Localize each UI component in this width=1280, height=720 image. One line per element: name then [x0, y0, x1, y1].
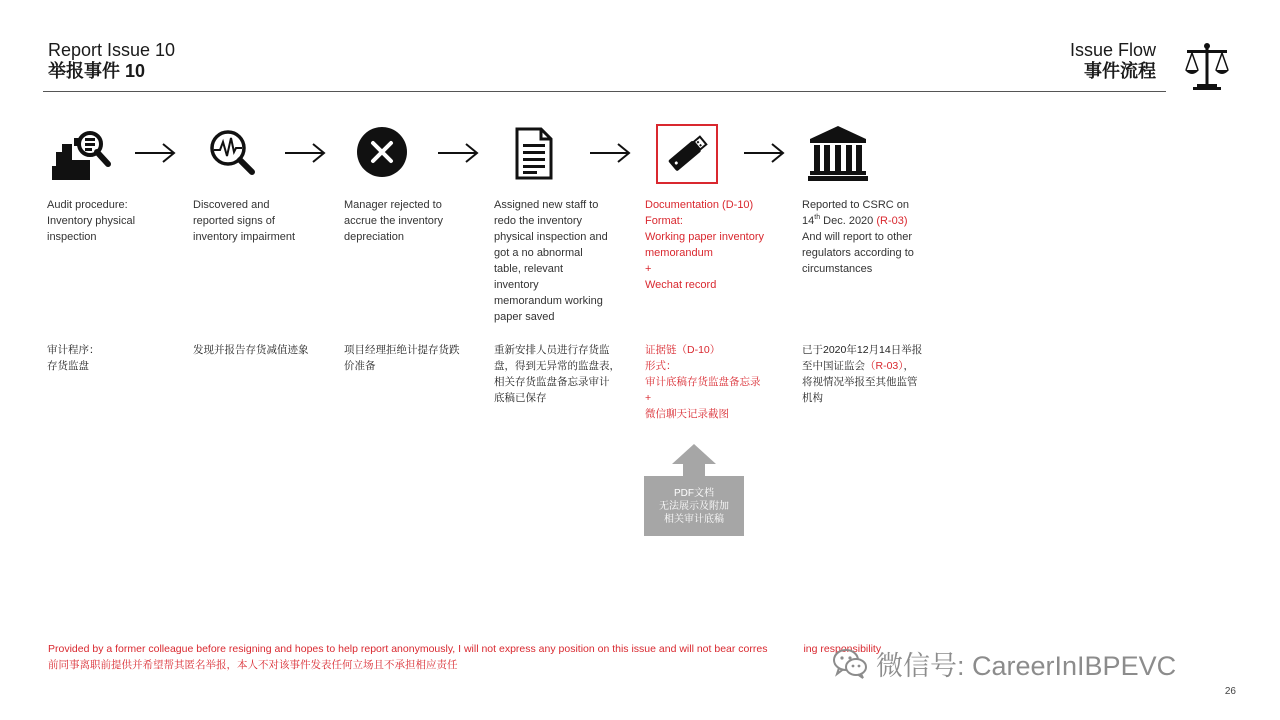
step-5-en-line: memorandum — [645, 247, 713, 259]
flow-arrow-1 — [133, 141, 177, 165]
reference-code: (R-03) — [876, 215, 908, 227]
report-title — [48, 40, 175, 82]
step-5-zh-line: 形式： — [645, 360, 677, 372]
step-4-en-line: inventory — [494, 279, 539, 291]
step-5-en-line: + — [645, 263, 652, 275]
pdf-note-box — [644, 476, 744, 536]
step-5-en-line: Wechat record — [645, 279, 717, 291]
step-6-zh-line — [802, 358, 962, 374]
report-title-zh: 举报事件 10 — [48, 61, 146, 81]
step-4-en-line: table, relevant — [494, 263, 564, 275]
punctuation: ， — [903, 360, 915, 372]
step-6-zh — [802, 342, 962, 406]
reject-x-icon — [350, 124, 414, 184]
step-4-zh-line: 重新安排人员进行存货监 — [494, 344, 610, 356]
step-3-zh — [344, 342, 484, 374]
report-title-en: Report Issue 10 — [48, 40, 176, 60]
step-5-zh-line: 证据链（D-10） — [645, 344, 721, 356]
step-1-zh — [47, 342, 187, 374]
step-5-zh-line: 审计底稿存货监盘备忘录 — [645, 376, 761, 388]
step-5-en-line: Format: — [645, 215, 683, 227]
step-3-zh-line: 项目经理拒绝计提存货跌 — [344, 344, 460, 356]
scale-icon — [1183, 42, 1231, 92]
disclaimer-zh: 前同事离职前提供并希望帮其匿名举报，本人不对该事件发表任何立场且不承担相应责任 — [48, 659, 458, 671]
reference-code: （R-03） — [865, 360, 904, 372]
step-5-en — [645, 197, 785, 293]
magnifier-pulse-icon — [200, 124, 264, 184]
step-5-zh-line: 微信聊天记录截图 — [645, 408, 729, 420]
step-1-en-line: Audit procedure: — [47, 199, 128, 211]
step-6-en-line: regulators according to — [802, 247, 914, 259]
step-4-zh-line: 盘，得到无异常的监盘表， — [494, 360, 620, 372]
step-4-en-line: Assigned new staff to — [494, 199, 599, 211]
usb-drive-frame — [656, 124, 718, 184]
step-4-en-line: memorandum working — [494, 295, 603, 307]
audit-inspection-icon — [50, 124, 114, 184]
step-3-zh-line: 价准备 — [344, 360, 376, 372]
date-suffix: th — [814, 214, 821, 221]
step-6-en-line: And will report to other — [802, 231, 913, 243]
step-5-zh — [645, 342, 795, 422]
disclaimer-en — [48, 641, 881, 657]
step-6-zh-line: 已于2020年12月14日举报 — [802, 344, 923, 356]
step-1-en-line: inspection — [47, 231, 97, 243]
step-4-zh — [494, 342, 644, 406]
step-6-en-line: circumstances — [802, 263, 873, 275]
step-3-en-line: depreciation — [344, 231, 404, 243]
step-6-zh-line: 机构 — [802, 392, 823, 404]
step-3-en — [344, 197, 484, 245]
section-title — [1070, 40, 1156, 82]
usb-drive-icon — [660, 128, 714, 180]
step-1-zh-line: 审计程序： — [47, 344, 100, 356]
step-5-zh-line: + — [645, 392, 652, 404]
step-1-en — [47, 197, 187, 245]
step-2-en-line: inventory impairment — [193, 231, 296, 243]
page-number: 26 — [1224, 686, 1236, 697]
step-4-en — [494, 197, 634, 325]
step-6-en-line — [802, 213, 952, 229]
note-line: PDF文档 — [674, 487, 714, 499]
date-day: 14 — [802, 215, 815, 227]
step-6-en — [802, 197, 952, 277]
disclaimer-en-tail: ing responsibility — [803, 643, 882, 655]
step-2-zh — [193, 342, 343, 358]
step-3-en-line: accrue the inventory — [344, 215, 444, 227]
watermark-text: 微信号: CareerInIBPEVC — [876, 650, 1177, 681]
step-3-en-line: Manager rejected to — [344, 199, 442, 211]
section-title-en: Issue Flow — [1069, 40, 1156, 60]
step-6-zh-line: 将视情况举报至其他监管 — [802, 376, 918, 388]
step-2-en-line: reported signs of — [193, 215, 275, 227]
step-4-zh-line: 底稿已保存 — [494, 392, 547, 404]
step-1-en-line: Inventory physical — [47, 215, 136, 227]
step-2-en-line: Discovered and — [193, 199, 270, 211]
step-5-en-line: Working paper inventory — [645, 231, 765, 243]
flow-arrow-2 — [283, 141, 327, 165]
disclaimer — [48, 641, 881, 673]
step-2-zh-line: 发现并报告存货减值迹象 — [193, 344, 309, 356]
government-building-icon — [806, 124, 870, 184]
step-4-zh-line: 相关存货监盘备忘录审计 — [494, 376, 610, 388]
flow-arrow-3 — [436, 141, 480, 165]
wechat-icon — [832, 647, 868, 679]
regulator-name: 至中国证监会 — [802, 360, 865, 372]
note-line: 相关审计底稿 — [664, 513, 724, 525]
step-4-en-line: paper saved — [494, 311, 555, 323]
up-arrow-icon — [672, 444, 716, 476]
note-line: 无法展示及附加 — [659, 500, 729, 512]
section-title-zh: 事件流程 — [1084, 61, 1156, 81]
disclaimer-en-text: Provided by a former colleague before resigning and hopes to help report anonymously, I will not express any position on this issue and will not bear corres — [48, 643, 768, 655]
step-2-en — [193, 197, 333, 245]
step-5-en-line: Documentation (D-10) — [645, 199, 754, 211]
step-4-en-line: physical inspection and — [494, 231, 608, 243]
step-4-en-line: got a no abnormal — [494, 247, 583, 259]
document-icon — [501, 124, 565, 184]
header-divider — [43, 91, 1166, 92]
flow-arrow-4 — [588, 141, 632, 165]
wechat-watermark — [832, 646, 1240, 680]
step-6-en-line: Reported to CSRC on — [802, 199, 909, 211]
date-rest: Dec. 2020 — [820, 215, 877, 227]
step-4-en-line: redo the inventory — [494, 215, 583, 227]
step-1-zh-line: 存货监盘 — [47, 360, 89, 372]
flow-arrow-5 — [742, 141, 786, 165]
